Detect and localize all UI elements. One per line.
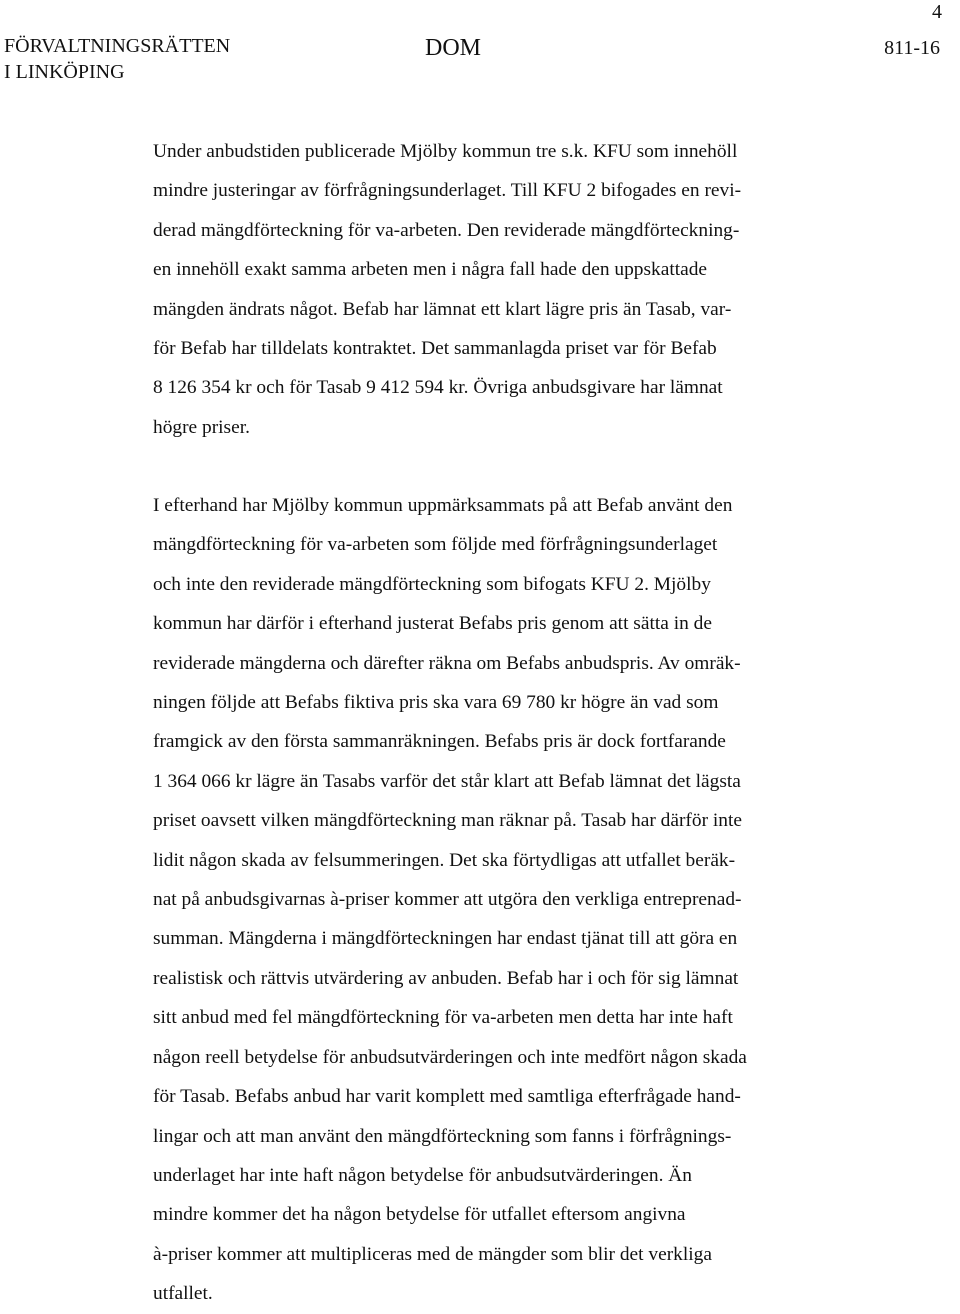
paragraph-line: à-priser kommer att multipliceras med de mängder som blir det verkliga	[153, 1243, 712, 1265]
case-number: 811-16	[884, 37, 940, 59]
paragraph-line: mindre kommer det ha någon betydelse för utfallet eftersom angivna	[153, 1204, 686, 1226]
paragraph-line: I efterhand har Mjölby kommun uppmärksammats på att Befab använt den	[153, 495, 733, 516]
paragraph-line: derad mängdförteckning för va-arbeten. Den reviderade mängdförteckning-	[153, 219, 740, 241]
paragraph-line: underlaget har inte haft någon betydelse för anbudsutvärderingen. Än	[153, 1164, 692, 1186]
paragraph-line: och inte den reviderade mängdförteckning som bifogats KFU 2. Mjölby	[153, 573, 711, 595]
paragraph-line: någon reell betydelse för anbudsutvärderingen och inte medfört någon skada	[153, 1046, 747, 1068]
paragraph-line: 8 126 354 kr och för Tasab 9 412 594 kr. Övriga anbudsgivare har lämnat	[153, 377, 723, 399]
paragraph-line: kommun har därför i efterhand justerat Befabs pris genom att sätta in de	[153, 613, 712, 635]
paragraph-line: ningen följde att Befabs fiktiva pris ska vara 69 780 kr högre än vad som	[153, 692, 719, 714]
paragraph-line: för Befab har tilldelats kontraktet. Det sammanlagda priset var för Befab	[153, 338, 717, 360]
paragraph-line: lidit någon skada av felsummeringen. Det ska förtydligas att utfallet beräk-	[153, 849, 736, 871]
paragraph-line: framgick av den första sammanräkningen. Befabs pris är dock fortfarande	[153, 731, 726, 753]
paragraph-line: Under anbudstiden publicerade Mjölby kommun tre s.k. KFU som innehöll	[153, 141, 738, 162]
paragraph-line: lingar och att man använt den mängdförteckning som fanns i förfrågnings-	[153, 1125, 732, 1147]
document-header	[0, 33, 960, 93]
paragraph-1	[153, 132, 853, 447]
paragraph-line: högre priser.	[153, 416, 250, 438]
paragraph-2	[153, 486, 853, 1314]
paragraph-line: mängdförteckning för va-arbeten som följde med förfrågningsunderlaget	[153, 534, 718, 556]
court-name-line-2: I LINKÖPING	[4, 61, 125, 83]
paragraph-line: realistisk och rättvis utvärdering av anbuden. Befab har i och för sig lämnat	[153, 967, 739, 989]
paragraph-line: 1 364 066 kr lägre än Tasabs varför det står klart att Befab lämnat det lägsta	[153, 770, 741, 792]
court-name	[4, 33, 230, 85]
paragraph-line: en innehöll exakt samma arbeten men i några fall hade den uppskattade	[153, 259, 708, 281]
paragraph-line: mängden ändrats något. Befab har lämnat ett klart lägre pris än Tasab, var-	[153, 298, 732, 320]
paragraph-line: nat på anbudsgivarnas à-priser kommer att utgöra den verkliga entreprenad-	[153, 889, 742, 911]
document-type: DOM	[425, 35, 482, 61]
paragraph-line: summan. Mängderna i mängdförteckningen har endast tjänat till att göra en	[153, 928, 738, 950]
paragraph-line: för Tasab. Befabs anbud har varit komplett med samtliga efterfrågade hand-	[153, 1086, 741, 1108]
paragraph-line: priset oavsett vilken mängdförteckning man räknar på. Tasab har därför inte	[153, 810, 742, 832]
paragraph-line: mindre justeringar av förfrågningsunderlaget. Till KFU 2 bifogades en revi-	[153, 180, 742, 202]
court-name-line-1: FÖRVALTNINGSRÄTTEN	[4, 35, 231, 57]
page-number: 4	[932, 1, 942, 23]
paragraph-line: utfallet.	[153, 1283, 213, 1305]
paragraph-line: reviderade mängderna och därefter räkna om Befabs anbudspris. Av omräk-	[153, 652, 741, 674]
paragraph-line: sitt anbud med fel mängdförteckning för va-arbeten men detta har inte haft	[153, 1007, 733, 1029]
